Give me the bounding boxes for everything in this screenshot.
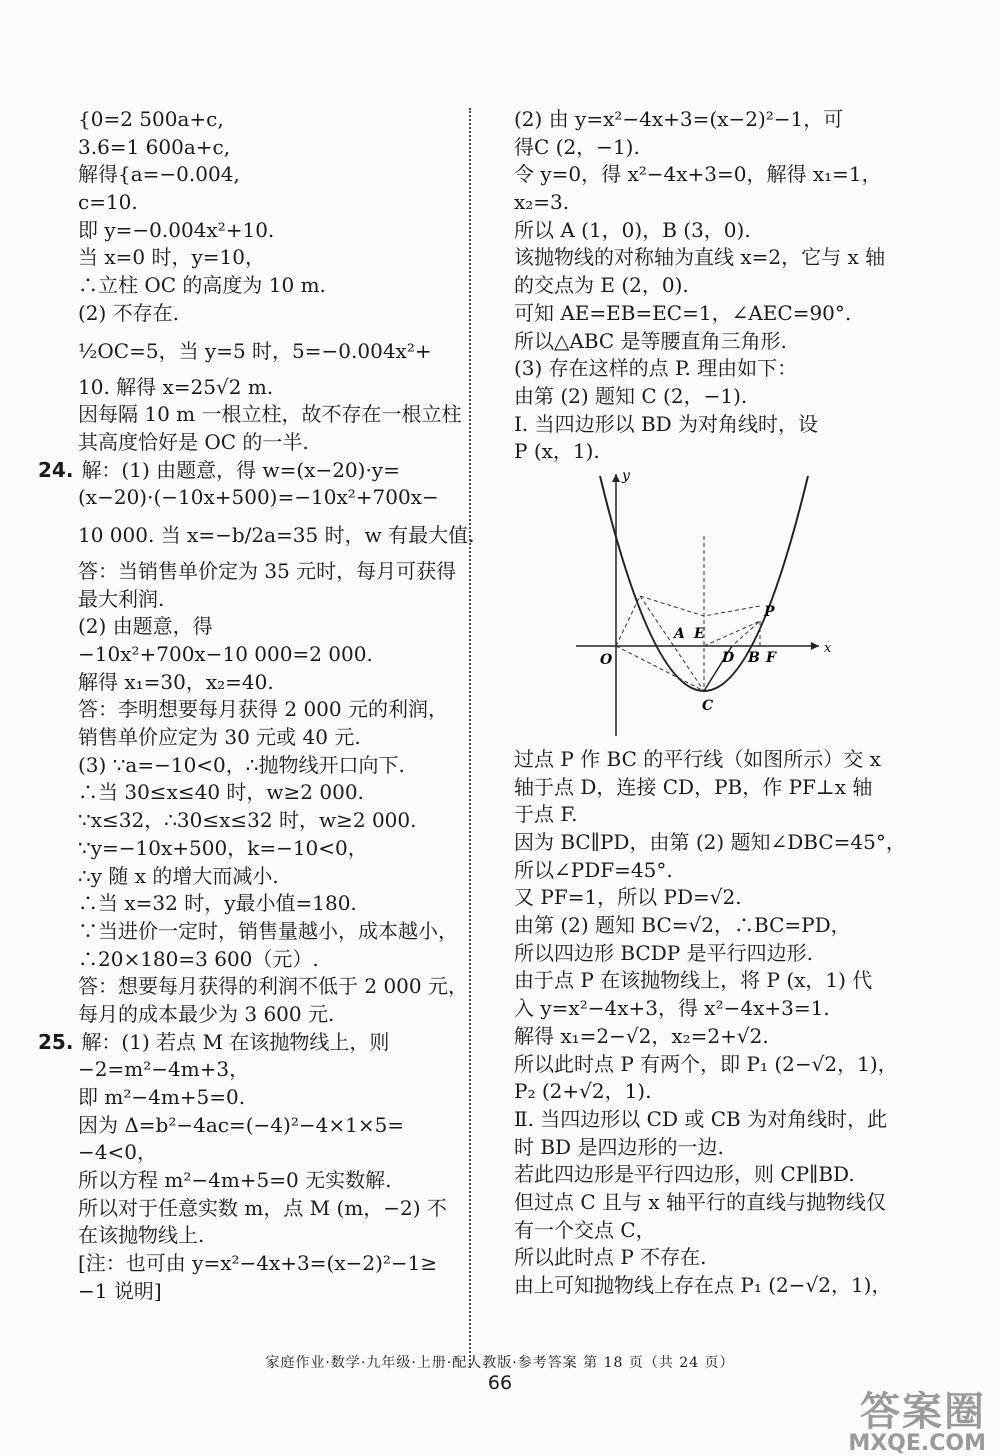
text-content: ∴y 随 x 的增大而减小. xyxy=(78,863,279,888)
page-footer: 家庭作业·数学·九年级·上册·配人教版·参考答案 第 18 页（共 24 页） xyxy=(265,1355,735,1371)
text-content: 10. 解得 x=25√2 m. xyxy=(78,374,274,399)
text-line xyxy=(78,1084,463,1112)
text-line xyxy=(78,189,463,217)
text-content: −10x²+700x−10 000=2 000. xyxy=(78,642,373,666)
e-label: E xyxy=(694,625,705,642)
text-line xyxy=(78,1278,463,1306)
text-content: 若此四边形是平行四边形，则 CP∥BD. xyxy=(514,1162,855,1187)
text-line xyxy=(514,801,904,829)
text-content: 该抛物线的对称轴为直线 x=2，它与 x 轴 xyxy=(514,245,886,270)
text-content: (x−20)·(−10x+500)=−10x²+700x− xyxy=(78,485,439,510)
text-content: ∴20×180=3 600（元）. xyxy=(78,946,319,971)
text-content: x₂=3. xyxy=(514,190,570,215)
text-content: 解得 x₁=2−√2，x₂=2+√2. xyxy=(514,1023,769,1048)
text-line xyxy=(78,328,463,374)
text-line xyxy=(78,244,463,272)
text-line xyxy=(514,995,904,1023)
a-label: A xyxy=(674,625,685,642)
text-line xyxy=(78,429,463,457)
text-line xyxy=(78,586,463,614)
text-content: ∴当 30≤x≤40 时，w≥2 000. xyxy=(78,780,364,805)
right-text-bottom xyxy=(514,746,904,1300)
text-line xyxy=(514,411,904,439)
text-line xyxy=(78,374,463,402)
text-line xyxy=(78,1112,463,1140)
text-content: 但过点 C 且与 x 轴平行的直线与抛物线仅 xyxy=(514,1189,887,1214)
text-line xyxy=(78,613,463,641)
text-content: 入 y=x²−4x+3，得 x²−4x+3=1. xyxy=(514,996,830,1021)
text-content: ∵当进价一定时，销售量越小，成本越小， xyxy=(78,918,458,943)
b-label: B xyxy=(748,649,760,666)
text-line xyxy=(514,189,904,217)
text-line xyxy=(78,807,463,835)
text-line xyxy=(514,134,904,162)
text-content: 10 000. 当 x=−b/2a=35 时，w 有最大值. xyxy=(78,522,475,547)
text-line xyxy=(78,752,463,780)
text-content: 解得 x₁=30，x₂=40. xyxy=(78,669,274,694)
text-content: 由第 (2) 题知 BC=√2，∴BC=PD， xyxy=(514,913,851,938)
text-line xyxy=(514,106,904,134)
y-label: y xyxy=(622,467,630,484)
text-line xyxy=(78,946,463,974)
page-number: 66 xyxy=(487,1372,513,1394)
text-content: 所以 A (1，0)，B (3，0). xyxy=(514,217,751,242)
text-content: 可知 AE=EB=EC=1，∠AEC=90°. xyxy=(514,300,852,325)
text-content: 由于点 P 在该抛物线上，将 P (x，1) 代 xyxy=(514,968,873,993)
text-content: P₂ (2+√2，1). xyxy=(514,1079,652,1104)
text-line xyxy=(78,272,463,300)
text-line xyxy=(514,383,904,411)
text-line xyxy=(78,779,463,807)
text-content: (2) 由 y=x²−4x+3=(x−2)²−1，可 xyxy=(514,107,844,131)
x-axis-arrow xyxy=(811,642,819,650)
text-content: 每月的成本最少为 3 600 元. xyxy=(78,1001,335,1026)
text-content: c=10. xyxy=(78,190,138,215)
text-content: 所以对于任意实数 m，点 M (m，−2) 不 xyxy=(78,1195,447,1220)
text-line xyxy=(78,401,463,429)
text-content: 因为 BC∥PD，由第 (2) 题知∠DBC=45°， xyxy=(514,830,906,854)
text-line xyxy=(78,724,463,752)
text-content: 解得{a=−0.004, xyxy=(78,162,240,187)
text-content: 答：想要每月获得的利润不低于 2 000 元， xyxy=(78,974,468,999)
text-content: ∴立柱 OC 的高度为 10 m. xyxy=(78,273,326,298)
text-content: 于点 F. xyxy=(514,802,578,827)
text-line xyxy=(78,696,463,724)
text-content: 即 y=−0.004x²+10. xyxy=(78,217,275,242)
text-content: Ⅱ. 当四边形以 CD 或 CB 为对角线时，此 xyxy=(514,1106,888,1131)
text-line xyxy=(514,300,904,328)
text-line xyxy=(514,1023,904,1051)
text-line xyxy=(38,457,463,485)
dashed-line-1 xyxy=(640,596,704,691)
y-axis-arrow xyxy=(612,474,620,482)
text-content: 时 BD 是四边形的一边. xyxy=(514,1134,724,1159)
text-line xyxy=(78,512,475,558)
right-text-top xyxy=(514,106,904,466)
text-content: 得C (2，−1). xyxy=(514,134,640,159)
watermark-top: 答案圈 xyxy=(860,1389,986,1435)
text-line xyxy=(514,1078,904,1106)
text-content: 所以方程 m²−4m+5=0 无实数解. xyxy=(78,1168,392,1193)
text-content: 有一个交点 C， xyxy=(514,1217,656,1242)
text-line xyxy=(78,835,463,863)
text-line xyxy=(78,1056,463,1084)
text-line xyxy=(514,967,904,995)
text-line xyxy=(514,1051,904,1079)
text-line xyxy=(514,746,904,774)
watermark-bottom: MXQE.COM xyxy=(848,1431,986,1456)
text-line xyxy=(514,438,904,466)
text-line xyxy=(514,1189,904,1217)
text-line xyxy=(78,134,463,162)
text-content: −1 说明] xyxy=(78,1278,162,1303)
text-line xyxy=(38,1029,463,1057)
text-content: [注：也可由 y=x²−4x+3=(x−2)²−1≥ xyxy=(78,1251,438,1276)
problem-number: 25. xyxy=(38,1029,74,1054)
text-content: 令 y=0，得 x²−4x+3=0，解得 x₁=1， xyxy=(514,162,882,187)
right-column xyxy=(514,106,904,1300)
text-content: 在该抛物线上. xyxy=(78,1223,205,1248)
text-line xyxy=(78,106,463,134)
p-label: P xyxy=(764,603,775,620)
text-content: 所以四边形 BCDP 是平行四边形. xyxy=(514,940,813,965)
text-content: 销售单价应定为 30 元或 40 元. xyxy=(78,725,361,750)
text-content: 即 m²−4m+5=0. xyxy=(78,1085,246,1109)
text-line xyxy=(514,272,904,300)
text-content: 答：李明想要每月获得 2 000 元的利润， xyxy=(78,697,448,722)
text-line xyxy=(514,1106,904,1134)
text-content: {0=2 500a+c, xyxy=(78,107,224,131)
text-line xyxy=(514,940,904,968)
text-line xyxy=(514,1244,904,1272)
text-line xyxy=(78,669,463,697)
text-content: −2=m²−4m+3， xyxy=(78,1057,250,1082)
text-line xyxy=(78,1167,463,1195)
text-content: ∵x≤32，∴30≤x≤32 时，w≥2 000. xyxy=(78,808,417,833)
text-line xyxy=(78,484,463,512)
text-content: 由上可知抛物线上存在点 P₁ (2−√2，1)， xyxy=(514,1273,892,1297)
f-label: F xyxy=(766,649,776,666)
text-content: (2) 不存在. xyxy=(78,300,180,325)
d-label: D xyxy=(722,649,735,666)
o-label: O xyxy=(600,651,613,668)
parabola-figure xyxy=(514,466,904,746)
text-line xyxy=(514,829,904,857)
text-content: 轴于点 D，连接 CD，PB，作 PF⊥x 轴 xyxy=(514,774,873,799)
text-content: 解：(1) 由题意，得 w=(x−20)·y= xyxy=(81,457,400,482)
text-content: 所以此时点 P 有两个，即 P₁ (2−√2，1)， xyxy=(514,1051,898,1076)
c-label: C xyxy=(702,697,714,714)
text-content: −4<0， xyxy=(78,1140,157,1165)
column-divider xyxy=(469,108,471,1368)
text-content: 其高度恰好是 OC 的一半. xyxy=(78,429,309,454)
text-content: ∴当 x=32 时，y最小值=180. xyxy=(78,891,357,916)
text-line xyxy=(514,1272,904,1300)
text-line xyxy=(78,1001,463,1029)
text-content: 由第 (2) 题知 C (2，−1). xyxy=(514,383,748,408)
text-line xyxy=(78,641,463,669)
text-line xyxy=(514,217,904,245)
text-content: 因每隔 10 m 一根立柱，故不存在一根立柱 xyxy=(78,402,462,427)
text-line xyxy=(514,328,904,356)
x-label: x xyxy=(824,640,832,656)
text-content: (3) 存在这样的点 P. 理由如下： xyxy=(514,356,798,381)
text-line xyxy=(514,884,904,912)
text-content: ∵y=−10x+500，k=−10<0， xyxy=(78,835,368,860)
text-content: (3) ∵a=−10<0，∴抛物线开口向下. xyxy=(78,752,405,777)
text-content: 当 x=0 时，y=10， xyxy=(78,245,265,270)
text-line xyxy=(514,1134,904,1162)
text-content: 解：(1) 若点 M 在该抛物线上，则 xyxy=(81,1029,390,1054)
text-content: 所以△ABC 是等腰直角三角形. xyxy=(514,328,787,353)
left-column xyxy=(38,106,475,1306)
text-content: 答：当销售单价定为 35 元时，每月可获得 xyxy=(78,558,457,583)
text-content: 3.6=1 600a+c, xyxy=(78,134,231,159)
text-line xyxy=(514,161,904,189)
text-line xyxy=(78,161,463,189)
text-line xyxy=(78,863,463,891)
text-line xyxy=(514,1161,904,1189)
text-content: 的交点为 E (2，0). xyxy=(514,273,689,298)
watermark-logo xyxy=(848,1380,986,1456)
text-line xyxy=(514,912,904,940)
text-line xyxy=(78,558,463,586)
text-line xyxy=(78,1250,463,1278)
text-content: ½OC=5，当 y=5 时，5=−0.004x²+ xyxy=(78,338,432,363)
text-line xyxy=(78,1195,463,1223)
text-line xyxy=(78,1222,463,1250)
parabola-svg xyxy=(514,466,904,746)
text-line xyxy=(514,1217,904,1245)
text-line xyxy=(514,244,904,272)
text-content: Ⅰ. 当四边形以 BD 为对角线时，设 xyxy=(514,411,819,436)
text-content: 所以∠PDF=45°. xyxy=(514,857,673,882)
text-line xyxy=(514,774,904,802)
text-line xyxy=(514,857,904,885)
text-line xyxy=(78,300,463,328)
text-content: P (x，1). xyxy=(514,439,600,464)
problem-number: 24. xyxy=(38,457,74,482)
text-line xyxy=(78,918,463,946)
text-content: 又 PF=1，所以 PD=√2. xyxy=(514,885,742,910)
text-line xyxy=(78,890,463,918)
text-line xyxy=(78,1139,463,1167)
text-line xyxy=(514,355,904,383)
text-line xyxy=(78,973,468,1001)
text-content: (2) 由题意，得 xyxy=(78,614,213,639)
text-content: 最大利润. xyxy=(78,586,165,611)
text-content: 所以此时点 P 不存在. xyxy=(514,1245,707,1270)
text-content: 过点 P 作 BC 的平行线（如图所示）交 x xyxy=(514,746,881,771)
text-line xyxy=(78,217,463,245)
text-content: 因为 Δ=b²−4ac=(−4)²−4×1×5= xyxy=(78,1112,405,1137)
